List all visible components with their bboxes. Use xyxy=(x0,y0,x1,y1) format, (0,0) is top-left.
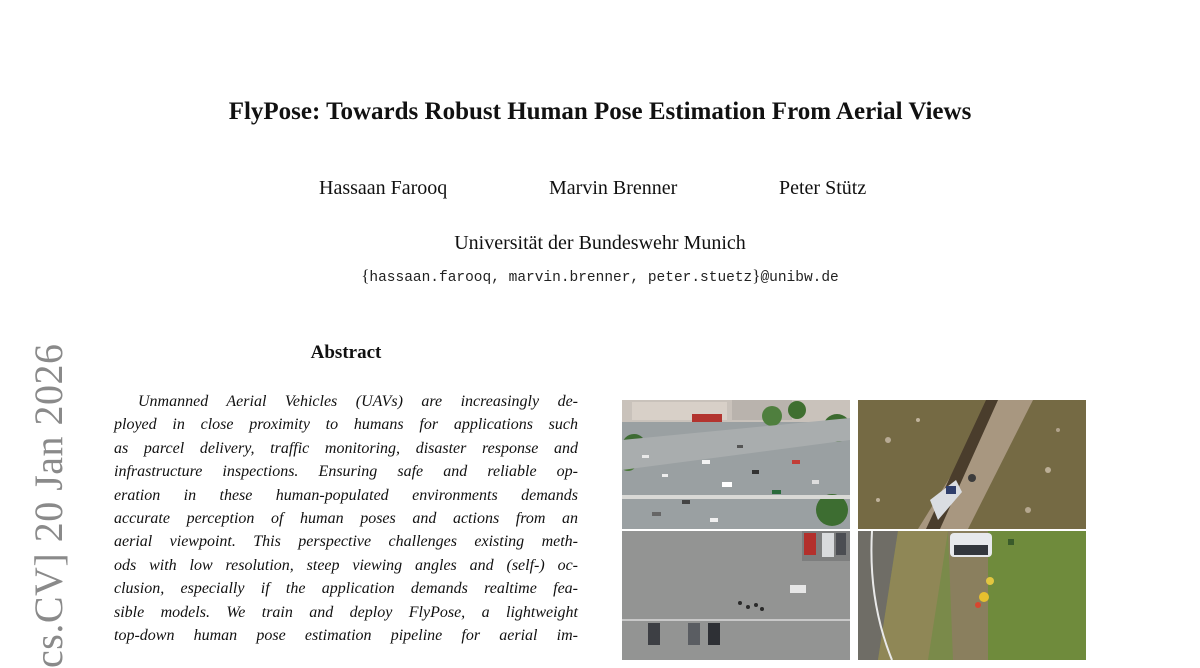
abstract-line: Unmanned Aerial Vehicles (UAVs) are increasingly de- xyxy=(138,393,578,410)
aerial-roadside-grass-photo xyxy=(858,531,1086,660)
aerial-field-ditch-photo xyxy=(858,400,1086,529)
email-open-brace: { xyxy=(361,266,370,285)
affiliation: Universität der Bundeswehr Munich xyxy=(454,232,746,254)
abstract-line: infrastructure inspections. Ensuring safe and reliable op- xyxy=(114,463,578,481)
author-emails xyxy=(0,266,1200,286)
author-name: Marvin Brenner xyxy=(549,177,678,199)
abstract-line: as parcel delivery, traffic monitoring, disaster response and xyxy=(114,439,578,457)
teaser-figure xyxy=(622,400,1086,660)
abstract-line: clusion, especially if the application demands realtime fea- xyxy=(114,580,578,598)
paper-title: FlyPose: Towards Robust Human Pose Estimation From Aerial Views xyxy=(228,98,972,125)
author-name: Peter Stütz xyxy=(779,177,867,199)
abstract-line: top-down human pose estimation pipeline for aerial im- xyxy=(114,626,578,644)
abstract-line: sible models. We train and deploy FlyPose, a lightweight xyxy=(114,603,578,621)
abstract-line: aerial viewpoint. This perspective challenges existing meth- xyxy=(114,533,578,551)
aerial-parking-lot-photo xyxy=(622,531,850,660)
author-name: Hassaan Farooq xyxy=(319,177,448,199)
arxiv-stamp: cs.CV] 20 Jan 2026 xyxy=(26,343,71,668)
email-names: hassaan.farooq, marvin.brenner, peter.stuetz xyxy=(369,270,753,286)
aerial-city-intersection-photo xyxy=(622,400,850,529)
abstract-line: eration in these human-populated environments demands xyxy=(114,486,578,504)
abstract-heading: Abstract xyxy=(310,342,382,363)
abstract-line: accurate perception of human poses and actions from an xyxy=(114,509,578,527)
abstract-body xyxy=(114,390,578,647)
abstract-line: ods with low resolution, steep viewing angles and (self-) oc- xyxy=(114,556,578,574)
abstract-line: ployed in close proximity to humans for applications such xyxy=(114,416,578,434)
email-close-brace: } xyxy=(752,266,761,285)
email-domain: @unibw.de xyxy=(760,270,839,286)
